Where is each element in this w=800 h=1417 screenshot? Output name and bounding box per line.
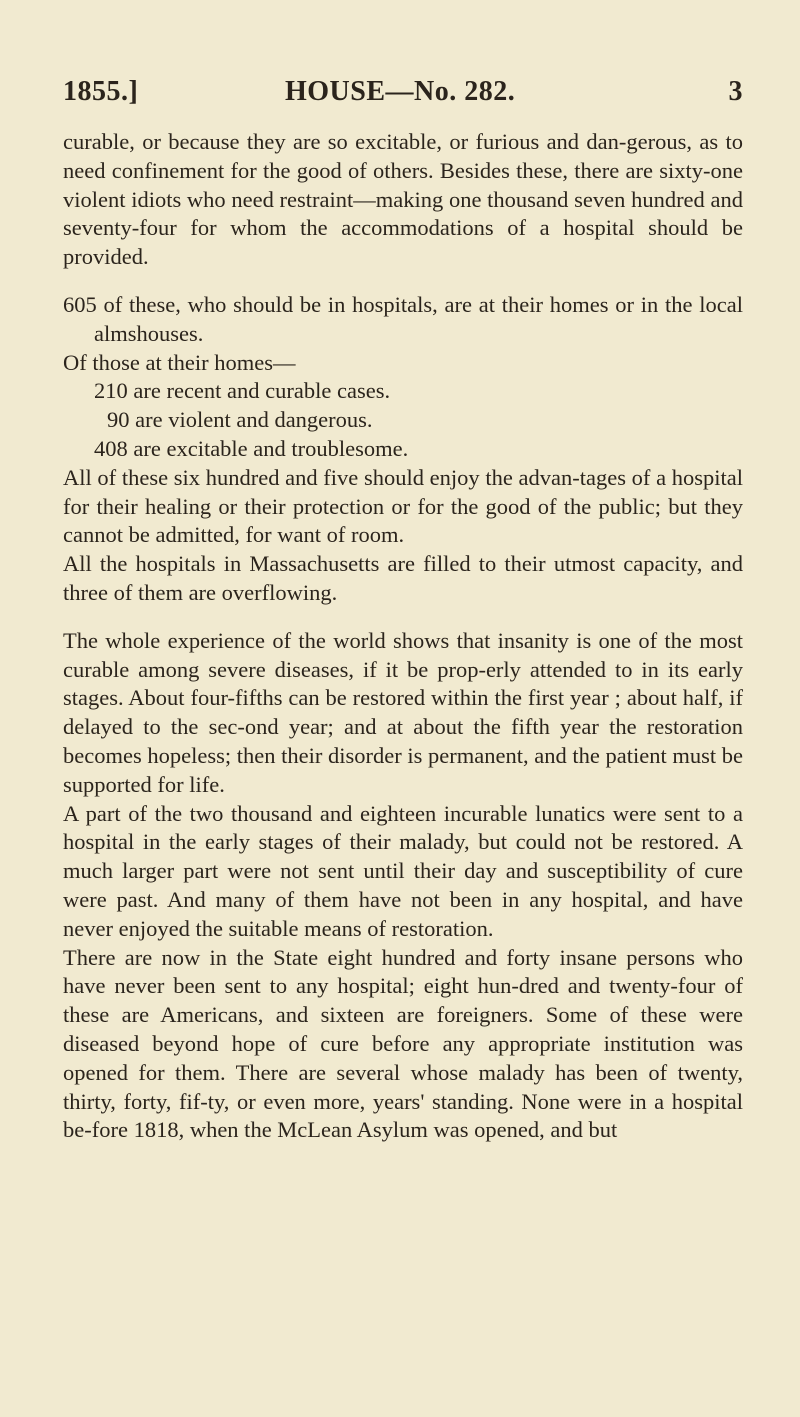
list-item-1: 210 are recent and curable cases. (94, 378, 391, 404)
header-year: 1855.] (63, 76, 139, 107)
list-item-3: 408 are excitable and troublesome. (94, 435, 409, 461)
paragraph-8: There are now in the State eight hundred and forty insane persons who have never been sent to any hospital; eight hun-dred and twenty-four of these are Americans, and sixteen are foreigners. Some of these were diseased beyond hope of cure before any appropriate institution was opened for them. There are several whose malady has been of twenty, thirty, forty, fif-ty, or even more, years' standing. None were in a hospital be-fore 1818, when the McLean Asylum was opened, and but (63, 944, 743, 1143)
paragraph-1: curable, or because they are so excitable, or furious and dan-gerous, as to need confinement for the good of others. Besides these, there are sixty-one violent idiots who need restraint—making one thousand seven hundred and seventy-four for whom the accommodations of a hospital should be provided. (63, 129, 743, 270)
page (63, 74, 743, 1145)
paragraph-4: All of these six hundred and five should enjoy the advan-tages of a hospital for their healing or their protection or for the good of the public; but they cannot be admitted, for want of room. (63, 464, 743, 548)
paragraph-3: Of those at their homes— (63, 349, 296, 375)
running-header (63, 74, 743, 110)
paragraph-2: 605 of these, who should be in hospitals, are at their homes or in the local almshouses. (63, 291, 743, 346)
paragraph-6: The whole experience of the world shows that insanity is one of the most curable among severe diseases, if it be prop-erly attended to in its early stages. About four-fifths can be restored within the first year ; about half, if delayed to the sec-ond year; and at about the fifth year the restoration becomes hopeless; then their disorder is permanent, and the patient must be supported for life. (63, 627, 743, 797)
paragraph-5: All the hospitals in Massachusetts are filled to their utmost capacity, and three of them are overflowing. (63, 551, 743, 605)
list-item-2: 90 are violent and dangerous. (107, 407, 373, 433)
paragraph-7: A part of the two thousand and eighteen incurable lunatics were sent to a hospital in the early stages of their malady, but could not be restored. A much larger part were not sent until their day and susceptibility of cure were past. And many of them have not been in any hospital, and have never enjoyed the suitable means of restoration. (63, 800, 743, 941)
header-page-number: 3 (728, 76, 743, 107)
body-text (63, 128, 743, 1145)
header-document: HOUSE—No. 282. (285, 76, 516, 107)
